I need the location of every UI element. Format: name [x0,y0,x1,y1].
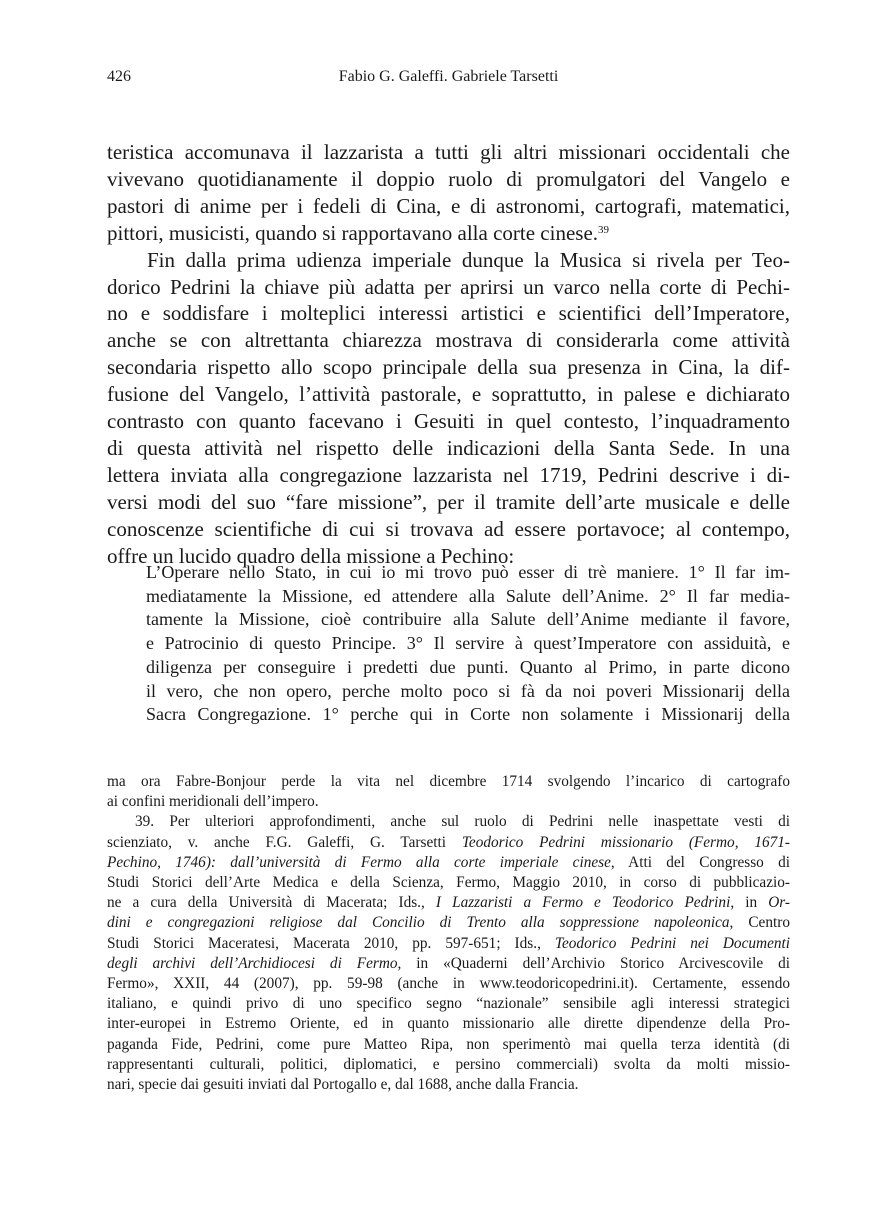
text-line: offre un lucido quadro della missione a Pechino: [107,543,515,568]
footnote-39-line: degli archivi dell’Archidiocesi di Fermo, in «Quaderni dell’Archivio Storico Arcivescovile di [107,954,790,972]
footnote-39-line: Fermo», XXII, 44 (2007), pp. 59-98 (anche in www.teodoricopedrini.it). Certamente, essendo [107,975,790,993]
text-line: pastori di anime per i fedeli di Cina, e di astronomi, cartografi, matematici, [107,193,790,218]
text-line: lettera inviata alla congregazione lazzarista nel 1719, Pedrini descrive i di- [107,462,790,487]
quote-line: il vero, che non opero, perche molto poco si fà da noi poveri Missionarij della [146,680,790,701]
footnote-39-line: nari, specie dai gesuiti inviati dal Portogallo e, dal 1688, anche dalla Francia. [107,1076,579,1094]
footnote-39-line: 39. Per ulteriori approfondimenti, anche sul ruolo di Pedrini nelle inaspettate vesti di [135,813,790,831]
text-line: fusione del Vangelo, l’attività pastorale, e soprattutto, in palese e dichiarato [107,382,790,407]
quote-line: mediatamente la Missione, ed attendere alla Salute dell’Anime. 2° Il far media- [146,585,790,606]
footnote-39-line: ne a cura della Università di Macerata; Ids., I Lazzaristi a Fermo e Teodorico Pedrini, in Or- [107,894,790,912]
page-number: 426 [107,68,131,85]
footnotes [107,772,790,1095]
footnote-line: ma ora Fabre-Bonjour perde la vita nel dicembre 1714 svolgendo l’incarico di cartografo [107,773,790,790]
text-line: contrasto con quanto facevano i Gesuiti in quel contesto, l’inquadramento [107,409,790,434]
footnote-39-line: inter-europei in Estremo Oriente, ed in quanto missionario alle dirette dipendenze della Pro- [107,1015,790,1033]
text-line: di questa attività nel rispetto delle indicazioni della Santa Sede. In una [107,435,790,460]
main-text [107,139,790,570]
footnote-39-line: Studi Storici dell’Arte Medica e della Scienza, Fermo, Maggio 2010, in corso di pubblicazio- [107,874,790,892]
text-line: vivevano quotidianamente il doppio ruolo di promulgatori del Vangelo e [107,166,790,191]
block-quote [146,561,790,727]
text-line: no e soddisfare i molteplici interessi artistici e scientifici dell’Imperatore, [107,301,790,326]
page-header [107,66,790,88]
text-line: Fin dalla prima udienza imperiale dunque la Musica si rivela per Teo- [147,247,790,272]
quote-line: Sacra Congregazione. 1° perche qui in Corte non solamente i Missionarij della [146,704,790,725]
text-line: teristica accomunava il lazzarista a tutti gli altri missionari occidentali che [107,140,790,164]
running-head: Fabio G. Galeffi. Gabriele Tarsetti [338,68,559,85]
footnote-reference: 39 [598,223,610,236]
footnote-39-line: rappresentanti culturali, politici, diplomatici, e persino commerciali) svolta da molti missio- [107,1055,790,1073]
footnote-39-line: Studi Storici Maceratesi, Macerata 2010, pp. 597-651; Ids., Teodorico Pedrini nei Documenti [107,934,791,952]
quote-line: L’Operare nello Stato, in cui io mi trovo può esser di trè maniere. 1° Il far im- [146,562,790,582]
footnote-39-line: paganda Fide, Pedrini, come pure Matteo Ripa, non sperimentò mai quella terza identità (di [107,1035,790,1053]
text-line: anche se con altrettanta chiarezza mostrava di considerarla come attività [107,328,790,353]
footnote-line: ai confini meridionali dell’impero. [107,793,319,811]
text-line: secondaria rispetto allo scopo principale della sua presenza in Cina, la dif- [107,355,790,380]
quote-line: tamente la Missione, cioè contribuire alla Salute dell’Anime mediante il favore, [146,609,790,630]
quote-line: e Patrocinio di questo Principe. 3° Il servire à quest’Imperatore con assiduità, e [146,633,790,654]
footnote-39-line: italiano, e quindi privo di uno specifico segno “nazionale” sensibile agli interessi strategici [107,995,790,1013]
footnote-39-line: scienziato, v. anche F.G. Galeffi, G. Tarsetti Teodorico Pedrini missionario (Fermo, 1671- [107,833,791,851]
text-line: dorico Pedrini la chiave più adatta per aprirsi un varco nella corte di Pechi- [107,274,790,299]
footnote-39-line: Pechino, 1746): dall’università di Fermo alla corte imperiale cinese, Atti del Congresso di [107,853,790,871]
text-line: conoscenze scientifiche di cui si trovava ad essere portavoce; al contempo, [107,516,790,541]
quote-line: diligenza per conseguire i predetti due punti. Quanto al Primo, in parte dicono [146,656,790,677]
text-line: pittori, musicisti, quando si rapportavano alla corte cinese.$^{39}$ [107,220,610,245]
footnote-39-line: dini e congregazioni religiose dal Concilio di Trento alla soppressione napoleonica, Centro [107,914,790,932]
text-line: versi modi del suo “fare missione”, per il tramite dell’arte musicale e delle [107,489,790,514]
